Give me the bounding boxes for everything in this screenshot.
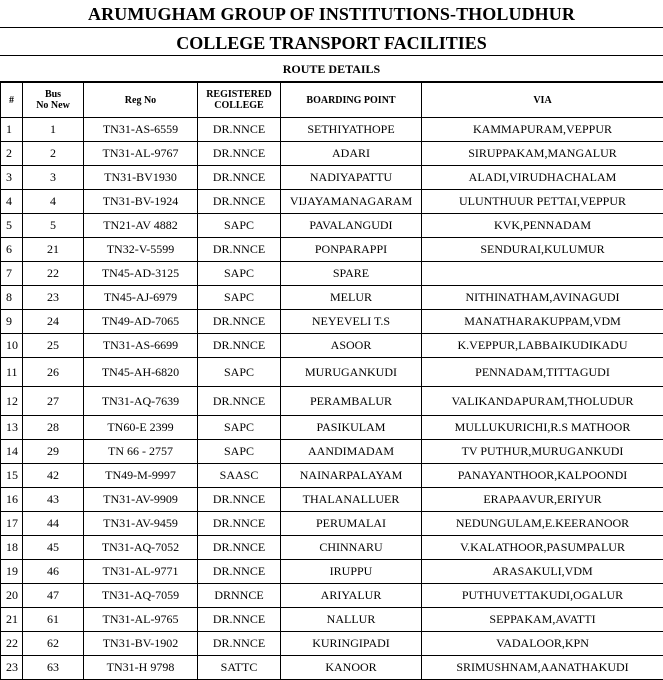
table-row [1,358,663,387]
cell-bus-no: 22 [23,262,84,286]
cell-bus-no: 26 [23,358,84,387]
cell-via: PANAYANTHOOR,KALPOONDI [422,464,663,488]
cell-boarding-point: ARIYALUR [281,584,422,608]
cell-college: SAPC [198,214,281,238]
cell-via: ULUNTHUUR PETTAI,VEPPUR [422,190,663,214]
cell-reg-no: TN 66 - 2757 [84,440,198,464]
cell-bus-no: 1 [23,118,84,142]
cell-reg-no: TN45-AJ-6979 [84,286,198,310]
header-bus-no [23,83,84,118]
table-row [1,512,663,536]
cell-reg-no: TN21-AV 4882 [84,214,198,238]
cell-college: DR.NNCE [198,536,281,560]
table-row [1,632,663,656]
cell-reg-no: TN31-AQ-7059 [84,584,198,608]
cell-via: ALADI,VIRUDHACHALAM [422,166,663,190]
cell-boarding-point: AANDIMADAM [281,440,422,464]
table-row [1,310,663,334]
cell-boarding-point: PERAMBALUR [281,387,422,416]
cell-bus-no: 47 [23,584,84,608]
cell-sno: 6 [1,238,23,262]
cell-reg-no: TN31-AV-9459 [84,512,198,536]
cell-sno: 22 [1,632,23,656]
cell-reg-no: TN31-AQ-7052 [84,536,198,560]
cell-via: MANATHARAKUPPAM,VDM [422,310,663,334]
cell-sno: 1 [1,118,23,142]
cell-college: DR.NNCE [198,190,281,214]
cell-college: DR.NNCE [198,608,281,632]
cell-bus-no: 25 [23,334,84,358]
table-row [1,190,663,214]
cell-sno: 4 [1,190,23,214]
header-reg-no: Reg No [84,83,198,118]
cell-sno: 2 [1,142,23,166]
cell-reg-no: TN31-AV-9909 [84,488,198,512]
cell-boarding-point: SETHIYATHOPE [281,118,422,142]
cell-reg-no: TN31-AS-6699 [84,334,198,358]
table-row [1,560,663,584]
cell-via: ERAPAAVUR,ERIYUR [422,488,663,512]
cell-reg-no: TN45-AH-6820 [84,358,198,387]
cell-reg-no: TN32-V-5599 [84,238,198,262]
cell-bus-no: 62 [23,632,84,656]
cell-reg-no: TN31-AQ-7639 [84,387,198,416]
cell-bus-no: 24 [23,310,84,334]
table-row [1,416,663,440]
cell-via: PENNADAM,TITTAGUDI [422,358,663,387]
cell-college: SAPC [198,358,281,387]
cell-bus-no: 5 [23,214,84,238]
header-college [198,83,281,118]
cell-via: ARASAKULI,VDM [422,560,663,584]
cell-boarding-point: NALLUR [281,608,422,632]
cell-college: DR.NNCE [198,512,281,536]
cell-sno: 12 [1,387,23,416]
table-row [1,142,663,166]
cell-sno: 20 [1,584,23,608]
cell-sno: 10 [1,334,23,358]
cell-college: SATTC [198,656,281,680]
table-row [1,488,663,512]
cell-bus-no: 27 [23,387,84,416]
table-row [1,118,663,142]
cell-college: DR.NNCE [198,166,281,190]
cell-sno: 7 [1,262,23,286]
cell-bus-no: 3 [23,166,84,190]
cell-bus-no: 4 [23,190,84,214]
cell-reg-no: TN49-AD-7065 [84,310,198,334]
cell-sno: 18 [1,536,23,560]
cell-boarding-point: ADARI [281,142,422,166]
cell-bus-no: 29 [23,440,84,464]
cell-bus-no: 23 [23,286,84,310]
cell-boarding-point: MELUR [281,286,422,310]
table-row [1,214,663,238]
header-bus-line1: Bus [45,89,61,100]
cell-bus-no: 45 [23,536,84,560]
cell-college: DR.NNCE [198,310,281,334]
table-row [1,464,663,488]
cell-sno: 23 [1,656,23,680]
cell-bus-no: 63 [23,656,84,680]
cell-boarding-point: NEYEVELI T.S [281,310,422,334]
cell-boarding-point: KANOOR [281,656,422,680]
section-title: ROUTE DETAILS [0,56,663,82]
table-row [1,584,663,608]
cell-via: SIRUPPAKAM,MANGALUR [422,142,663,166]
cell-reg-no: TN49-M-9997 [84,464,198,488]
cell-reg-no: TN31-BV1930 [84,166,198,190]
cell-college: DRNNCE [198,584,281,608]
table-row [1,608,663,632]
header-college-line1: REGISTERED [206,89,272,100]
cell-reg-no: TN31-AL-9765 [84,608,198,632]
cell-sno: 9 [1,310,23,334]
cell-boarding-point: KURINGIPADI [281,632,422,656]
cell-bus-no: 2 [23,142,84,166]
cell-via: TV PUTHUR,MURUGANKUDI [422,440,663,464]
table-row [1,166,663,190]
cell-boarding-point: PERUMALAI [281,512,422,536]
cell-via [422,262,663,286]
cell-boarding-point: IRUPPU [281,560,422,584]
cell-boarding-point: PAVALANGUDI [281,214,422,238]
cell-boarding-point: CHINNARU [281,536,422,560]
route-table [0,82,663,680]
cell-reg-no: TN60-E 2399 [84,416,198,440]
cell-bus-no: 44 [23,512,84,536]
table-header-row [1,83,663,118]
cell-college: DR.NNCE [198,387,281,416]
cell-bus-no: 21 [23,238,84,262]
cell-reg-no: TN31-AL-9767 [84,142,198,166]
cell-sno: 21 [1,608,23,632]
table-row [1,334,663,358]
cell-college: DR.NNCE [198,334,281,358]
cell-college: DR.NNCE [198,118,281,142]
cell-boarding-point: THALANALLUER [281,488,422,512]
cell-via: VADALOOR,KPN [422,632,663,656]
cell-boarding-point: PASIKULAM [281,416,422,440]
cell-sno: 17 [1,512,23,536]
cell-sno: 15 [1,464,23,488]
table-row [1,286,663,310]
cell-bus-no: 61 [23,608,84,632]
cell-via: PUTHUVETTAKUDI,OGALUR [422,584,663,608]
cell-sno: 13 [1,416,23,440]
table-row [1,387,663,416]
cell-via: K.VEPPUR,LABBAIKUDIKADU [422,334,663,358]
cell-college: SAPC [198,416,281,440]
cell-via: VALIKANDAPURAM,THOLUDUR [422,387,663,416]
cell-sno: 16 [1,488,23,512]
table-row [1,262,663,286]
cell-sno: 5 [1,214,23,238]
header-bus-line2: No New [36,100,70,111]
cell-college: DR.NNCE [198,142,281,166]
cell-reg-no: TN31-AL-9771 [84,560,198,584]
cell-via: KVK,PENNADAM [422,214,663,238]
institution-title: ARUMUGHAM GROUP OF INSTITUTIONS-THOLUDHUR [0,0,663,28]
cell-sno: 3 [1,166,23,190]
cell-boarding-point: MURUGANKUDI [281,358,422,387]
sheet-subtitle: COLLEGE TRANSPORT FACILITIES [0,28,663,56]
cell-college: DR.NNCE [198,632,281,656]
header-via: VIA [422,83,663,118]
cell-bus-no: 43 [23,488,84,512]
cell-bus-no: 46 [23,560,84,584]
table-row [1,536,663,560]
cell-reg-no: TN31-H 9798 [84,656,198,680]
header-college-line2: COLLEGE [214,100,263,111]
cell-via: SENDURAI,KULUMUR [422,238,663,262]
header-sno: # [1,83,23,118]
cell-reg-no: TN31-AS-6559 [84,118,198,142]
cell-via: SRIMUSHNAM,AANATHAKUDI [422,656,663,680]
cell-bus-no: 42 [23,464,84,488]
cell-college: SAPC [198,262,281,286]
cell-via: NEDUNGULAM,E.KEERANOOR [422,512,663,536]
cell-reg-no: TN31-BV-1902 [84,632,198,656]
cell-reg-no: TN45-AD-3125 [84,262,198,286]
cell-sno: 8 [1,286,23,310]
cell-college: DR.NNCE [198,560,281,584]
cell-college: DR.NNCE [198,238,281,262]
cell-boarding-point: VIJAYAMANAGARAM [281,190,422,214]
cell-bus-no: 28 [23,416,84,440]
cell-via: MULLUKURICHI,R.S MATHOOR [422,416,663,440]
header-boarding-point: BOARDING POINT [281,83,422,118]
cell-college: SAPC [198,286,281,310]
cell-sno: 19 [1,560,23,584]
cell-via: V.KALATHOOR,PASUMPALUR [422,536,663,560]
cell-boarding-point: ASOOR [281,334,422,358]
cell-boarding-point: PONPARAPPI [281,238,422,262]
route-table-body [1,118,663,680]
cell-college: SAASC [198,464,281,488]
cell-sno: 14 [1,440,23,464]
cell-boarding-point: NADIYAPATTU [281,166,422,190]
cell-college: SAPC [198,440,281,464]
cell-boarding-point: SPARE [281,262,422,286]
table-row [1,440,663,464]
cell-boarding-point: NAINARPALAYAM [281,464,422,488]
cell-sno: 11 [1,358,23,387]
cell-reg-no: TN31-BV-1924 [84,190,198,214]
cell-via: KAMMAPURAM,VEPPUR [422,118,663,142]
cell-via: NITHINATHAM,AVINAGUDI [422,286,663,310]
cell-college: DR.NNCE [198,488,281,512]
cell-via: SEPPAKAM,AVATTI [422,608,663,632]
table-row [1,238,663,262]
